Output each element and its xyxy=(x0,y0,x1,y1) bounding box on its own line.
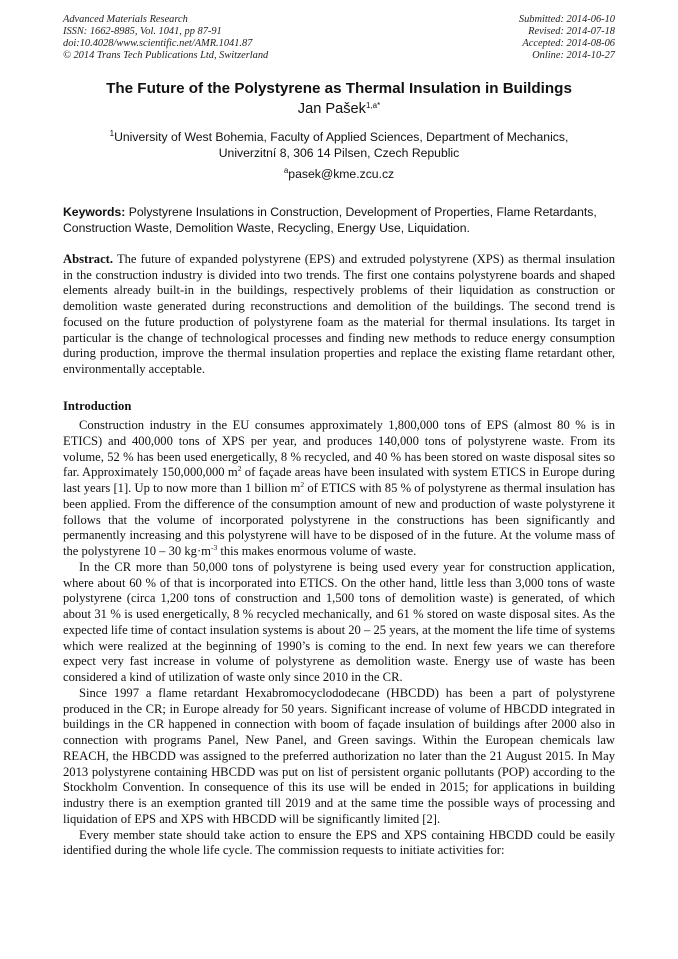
author-email xyxy=(0,167,678,181)
date-submitted: Submitted: 2014-06-10 xyxy=(518,14,615,25)
keywords-label: Keywords: xyxy=(63,205,126,219)
author-superscript: 1,a* xyxy=(365,101,381,110)
date-online: Online: 2014-10-27 xyxy=(532,50,615,61)
affiliation xyxy=(70,129,608,161)
journal-issn: ISSN: 1662-8985, Vol. 1041, pp 87-91 xyxy=(63,26,222,37)
date-accepted: Accepted: 2014-08-06 xyxy=(522,38,615,49)
abstract-text: The future of expanded polystyrene (EPS) and extruded polystyrene (XPS) as thermal insulation in the construction industry is divided into two trends. The first one contains polystyrene boards and shaped elements already built-in in the buildings, respectively problems of their liquidation as construction or demolition waste generated during reconstructions and demolition of the buildings. The second trend is focused on the future production of polystyrene foam as the material for thermal insulations. Its target in particular is the change of technological processes and finding new methods to reduce energy consumption during production, improve the thermal insulation properties and replace the existing flame retardant other, environmentally acceptable. xyxy=(63,252,616,376)
section-heading-introduction: Introduction xyxy=(63,399,132,413)
journal-copyright: © 2014 Trans Tech Publications Ltd, Switzerland xyxy=(63,50,269,61)
author-line xyxy=(0,101,678,117)
dates-header xyxy=(519,14,615,62)
email-address: pasek@kme.zcu.cz xyxy=(288,167,395,181)
date-revised: Revised: 2014-07-18 xyxy=(528,26,615,37)
affiliation-superscript: 1 xyxy=(109,129,115,138)
affiliation-line-2: Univerzitní 8, 306 14 Pilsen, Czech Republic xyxy=(218,146,460,160)
journal-name: Advanced Materials Research xyxy=(63,14,188,25)
paragraph-2: In the CR more than 50,000 tons of polystyrene is being used every year for construction application, where about 60 % of that is incorporated into ETICS. On the other hand, little less than 3,000 tons of waste polystyrene (circa 1,200 tons of construction and 1,500 tons of demolition waste) is generated, of which about 31 % is used energetically, 8 % recycled mechanically, and 61 % stored on waste disposal sites. As the expected life time of contact insulation systems is about 20 – 25 years, at the moment the life time of systems which were realized at the beginning of 1990’s is coming to the end. In next few years we can therefore expect very fast increase in volume of polystyrene as demolition waste. Energy use of waste has been considered a kind of utilization of waste only since 2010 in the CR. xyxy=(63,559,615,684)
keywords xyxy=(63,204,615,236)
abstract-label: Abstract. xyxy=(63,252,114,266)
introduction-body xyxy=(63,418,615,859)
journal-doi: doi:10.4028/www.scientific.net/AMR.1041.87 xyxy=(63,38,253,49)
author-name: Jan Pašek xyxy=(297,101,366,117)
paragraph-3: Since 1997 a flame retardant Hexabromocyclododecane (HBCDD) has been a part of polystyrene produced in the CR; in Europe already for 50 years. Significant increase of volume of HBCDD integrated in buildings in the CR happened in connection with boom of façade insulation of buildings after 2000 also in connection with programs Panel, New Panel, and Green savings. Within the European chemicals law REACH, the HBCDD was assigned to the preferred authorization no later than the 21 August 2015. In May 2013 polystyrene containing HBCDD was put on list of persistent organic pollutants (POP) according to the Stockholm Convention. In consequence of this its use will be ended in 2015; for applications in building industry there is an exemption granted till 2019 and at the same time the possible ways of processing and liquidation of EPS and XPS with HBCDD will be significantly limited [2]. xyxy=(63,685,615,826)
affiliation-line-1: $^1$University of West Bohemia, Faculty of Applied Sciences, Department of Mechanics, xyxy=(109,129,569,144)
journal-info-header xyxy=(63,14,268,62)
paragraph-4: Every member state should take action to ensure the EPS and XPS containing HBCDD could be easily identified during the whole life cycle. The commission requests to initiate activities for: xyxy=(63,827,615,858)
paper-title: The Future of the Polystyrene as Thermal Insulation in Buildings xyxy=(106,80,572,97)
paragraph-1: Construction industry in the EU consumes approximately 1,800,000 tons of EPS (almost 80 % is in ETICS) and 400,000 tons of XPS per year, and produces 140,000 tons of polystyrene waste. From its volume, 52 % has been used energetically, 8 % recycled, and 40 % has been stored on waste disposal sites so far. Approximately 150,000,000 $m^2$ of façade areas have been insulated with system ETICS in Europe during last years [1]. Up to now more than 1 billion $m^2$ of ETICS with 85 % of polystyrene as thermal insulation has been applied. From the difference of the consumption amount of new and production of waste polystyrene it follows that the volume of incorporated polystyrene in the constructions has been significantly and permanently increasing and this polystyrene will have to be disposed of in the future. At the volume mass of the polystyrene 10 – 30 $kg\cdot m^{-3}$ this makes enormous volume of waste. xyxy=(63,418,615,558)
abstract xyxy=(63,252,615,378)
keywords-text: Polystyrene Insulations in Construction, Development of Properties, Flame Retardants, Construction Waste, Demolition Waste, Recycling, Energy Use, Liquidation. xyxy=(63,205,597,235)
email-superscript: a xyxy=(283,166,289,175)
